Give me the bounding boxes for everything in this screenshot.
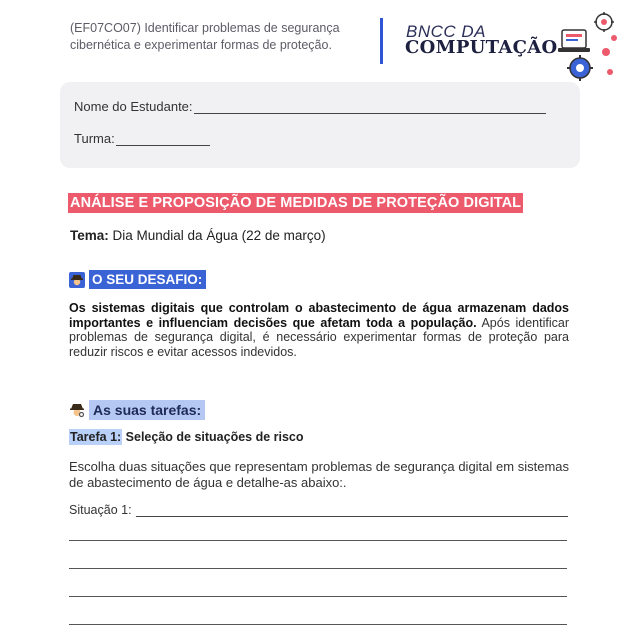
- situation-1-field[interactable]: [136, 502, 568, 517]
- header-divider: [380, 18, 383, 64]
- challenge-heading: [69, 270, 206, 289]
- task-1-label: Tarefa 1:: [70, 430, 122, 444]
- brand-title-top: BNCC DA: [406, 22, 487, 41]
- competency-line-2: cibernética e experimentar formas de proteção.: [70, 38, 332, 52]
- theme-value: Dia Mundial da Água (22 de março): [108, 228, 326, 243]
- tasks-label: As suas tarefas:: [89, 400, 205, 420]
- answer-line[interactable]: [69, 596, 567, 597]
- task-1-instruction: Escolha duas situações que representam problemas de segurança digital em sistemas de abastecimento de água e detalhe-as abaixo:.: [69, 459, 569, 490]
- competency-code: [70, 20, 370, 54]
- brand-title-bottom: COMPUTAÇÃO: [405, 37, 558, 58]
- student-name-field[interactable]: [194, 99, 546, 114]
- answer-line[interactable]: [69, 540, 567, 541]
- competency-line-1: (EF07CO07) Identificar problemas de segurança: [70, 21, 340, 35]
- situation-1-label: Situação 1:: [69, 503, 132, 517]
- task-1-title-text: Seleção de situações de risco: [122, 430, 304, 444]
- student-name-row: [74, 99, 546, 114]
- class-row: [74, 131, 210, 146]
- class-field[interactable]: [116, 131, 210, 146]
- theme-label: Tema:: [70, 228, 109, 243]
- student-info-box: [60, 82, 580, 168]
- detective-icon: [69, 272, 85, 288]
- challenge-normal-text: Após identificar problemas de segurança digital, é necessário experimentar formas de proteção para reduzir riscos e evitar acessos indevidos.: [69, 315, 569, 359]
- challenge-paragraph: [69, 301, 569, 359]
- challenge-label: O SEU DESAFIO:: [89, 270, 206, 289]
- student-name-label: Nome do Estudante:: [74, 99, 193, 114]
- task-1-title: [69, 430, 304, 444]
- laptop-icon: [558, 30, 590, 52]
- situation-1-row: [69, 502, 568, 517]
- tasks-heading: [69, 400, 205, 420]
- brand-logo-icon: [556, 10, 622, 84]
- theme-line: [70, 228, 326, 243]
- gear-icon: [594, 12, 614, 32]
- challenge-bold-text: Os sistemas digitais que controlam o abastecimento de água armazenam dados importantes e influenciam decisões que afetam toda a população.: [69, 301, 569, 330]
- main-title-wrap: [68, 194, 523, 212]
- blue-gear-icon: [567, 55, 593, 81]
- class-label: Turma:: [74, 131, 115, 146]
- detective-icon: [69, 402, 85, 418]
- answer-line[interactable]: [69, 624, 567, 625]
- main-title: ANÁLISE E PROPOSIÇÃO DE MEDIDAS DE PROTEÇÃO DIGITAL: [70, 195, 522, 211]
- answer-line[interactable]: [69, 568, 567, 569]
